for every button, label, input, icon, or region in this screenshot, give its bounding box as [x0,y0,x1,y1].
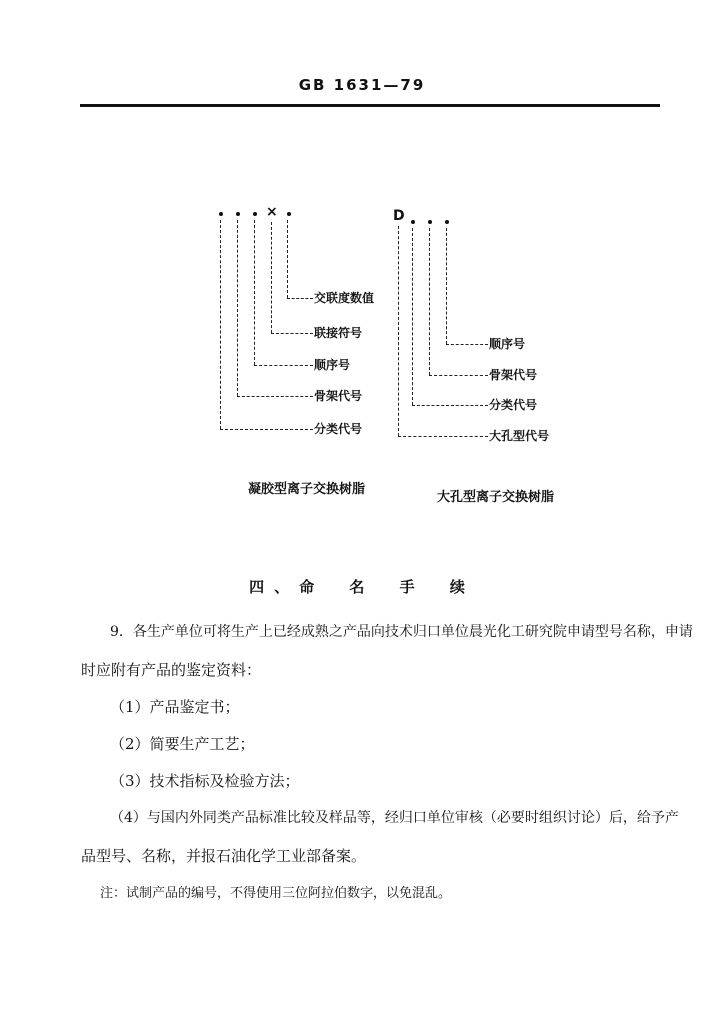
gel-label-skeleton: 骨架代号 [314,389,363,403]
gel-line [220,220,221,429]
gel-line [287,298,313,299]
macro-digit-sequence [445,220,449,224]
macro-prefix-symbol: D [393,208,405,224]
gel-digit-classification [219,212,223,216]
gel-line [254,220,255,365]
macro-line [429,375,488,376]
gel-label-connector: 联接符号 [314,326,363,340]
macro-digit-skeleton [428,220,432,224]
list-item-1: （1）产品鉴定书； [110,698,240,716]
list-item-4-line-2: 品型号、名称，并报石油化学工业部备案。 [81,847,367,865]
footnote: 注：试制产品的编号，不得使用三位阿拉伯数字，以免混乱。 [100,886,452,901]
gel-digit-skeleton [236,212,240,216]
paragraph-9-line-1: 9．各生产单位可将生产上已经成熟之产品向技术归口单位晨光化工研究院申请型号名称，申请 [110,624,693,640]
gel-digit-crosslink [287,212,291,216]
macro-line [412,405,488,406]
list-item-2: （2）简要生产工艺； [110,735,255,753]
list-item-4-line-1: （4）与国内外同类产品标准比较及样品等，经归口单位审核（必要时组织讨论）后，给予产 [110,810,679,826]
macro-line [398,226,399,436]
gel-line [220,429,313,430]
gel-label-sequence: 顺序号 [314,358,351,372]
macro-line [412,228,413,405]
gel-line [287,220,288,298]
gel-line [254,365,313,366]
macro-line [398,436,488,437]
macro-label-sequence: 顺序号 [489,337,526,351]
gel-label-crosslink: 交联度数值 [314,291,375,305]
macro-line [446,344,488,345]
macro-digit-classification [411,220,415,224]
section-title: 四、命 名 手 续 [249,578,475,596]
gel-line [271,333,313,334]
macro-line [429,228,430,375]
macro-diagram-caption: 大孔型离子交换树脂 [437,490,555,505]
gel-diagram-caption: 凝胶型离子交换树脂 [248,482,366,497]
macro-label-classification: 分类代号 [489,398,538,412]
gel-line [237,220,238,396]
macro-label-skeleton: 骨架代号 [489,368,538,382]
standard-code-header: GB 1631—79 [298,76,426,94]
macro-line [446,228,447,344]
gel-connector-symbol: × [266,204,278,220]
macro-label-macroporous: 大孔型代号 [489,429,550,443]
paragraph-9-line-2: 时应附有产品的鉴定资料： [81,661,262,679]
gel-label-classification: 分类代号 [314,422,363,436]
gel-line [271,222,272,333]
header-rule [80,104,660,107]
gel-digit-sequence [253,212,257,216]
gel-line [237,396,313,397]
list-item-3: （3）技术指标及检验方法； [110,772,300,790]
